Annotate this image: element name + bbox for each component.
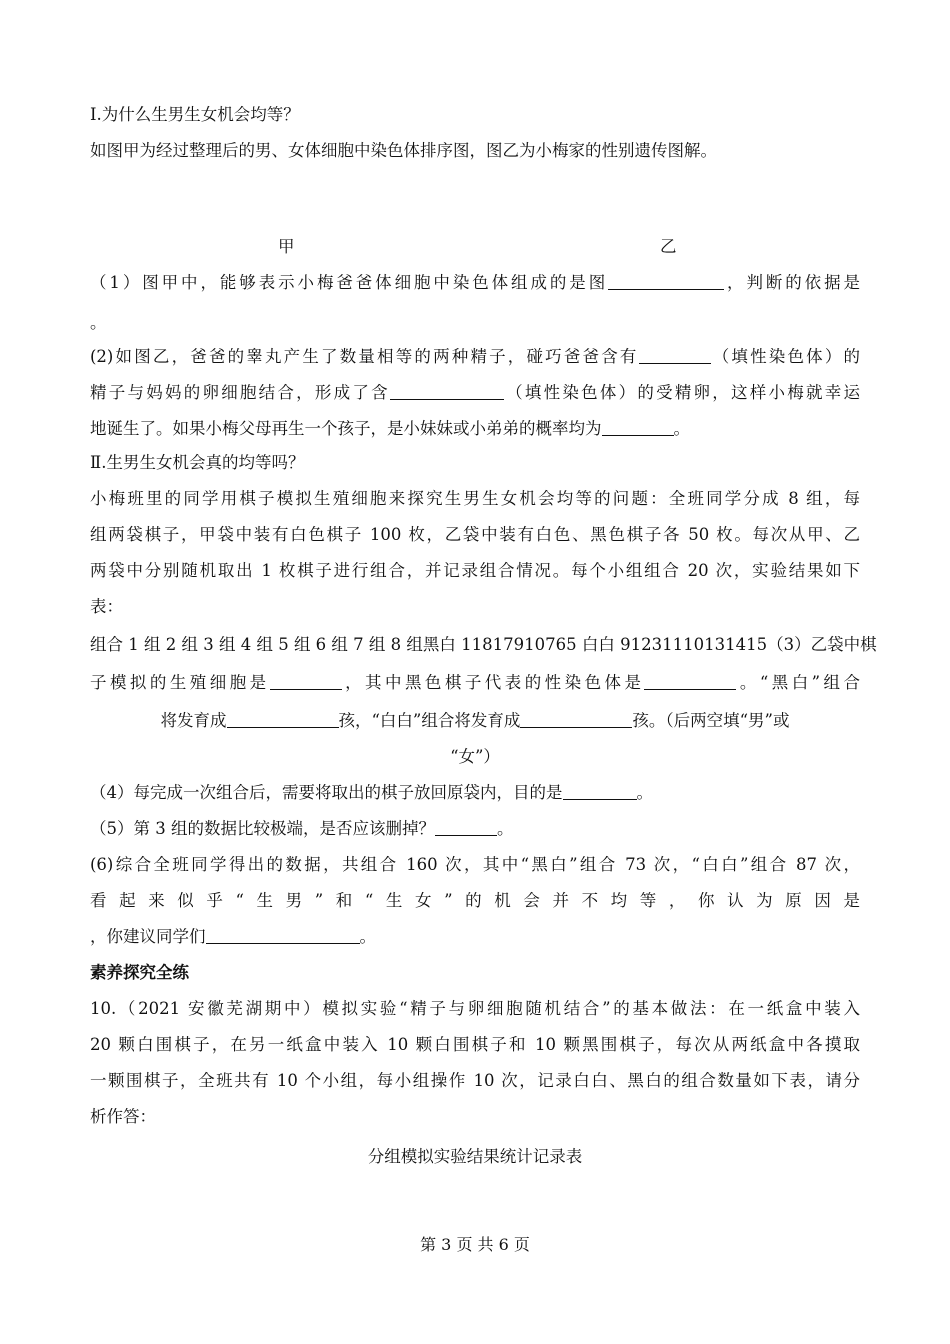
question-10-line-3: 一颗围棋子，全班共有 10 个小组，每小组操作 10 次，记录白白、黑白的组合数量如下表，请分 <box>90 1071 860 1090</box>
part1-intro: 如图甲为经过整理后的男、女体细胞中染色体排序图，图乙为小梅家的性别遗传图解。 <box>90 141 717 160</box>
q6-text-d: 。 <box>359 927 376 946</box>
question-10-line-4: 析作答： <box>90 1107 156 1126</box>
q4-text-b: 。 <box>636 783 653 802</box>
q1-text-a: （1）图甲中，能够表示小梅爸爸体细胞中染色体组成的是图 <box>90 273 609 292</box>
q5-blank[interactable] <box>435 818 497 836</box>
table-title: 分组模拟实验结果统计记录表 <box>367 1147 583 1166</box>
part2-heading: Ⅱ.生男生女机会真的均等吗？ <box>90 453 305 472</box>
part2-para-4: 表： <box>90 597 123 616</box>
question-2-line-1 <box>90 340 860 374</box>
q3-blank-2[interactable] <box>644 672 736 690</box>
question-10-line-2: 20 颗白围棋子，在另一纸盒中装入 10 颗白围棋子和 10 颗黑围棋子，每次从两纸盒中各摸取 <box>90 1035 860 1054</box>
q3-blank-1[interactable] <box>270 672 342 690</box>
q1-end: 。 <box>90 313 107 332</box>
q2-text-a: (2)如图乙，爸爸的睾丸产生了数量相等的两种精子，碰巧爸爸含有 <box>90 347 639 366</box>
figure-label-jia: 甲 <box>278 237 295 256</box>
question-5 <box>90 812 860 846</box>
q4-text-a: （4）每完成一次组合后，需要将取出的棋子放回原袋内，目的是 <box>90 783 563 802</box>
part1-heading: I.为什么生男生女机会均等？ <box>90 105 300 124</box>
q2-blank-3[interactable] <box>602 418 674 436</box>
q3-text-a: 子模拟的生殖细胞是 <box>90 673 270 692</box>
q2-blank-2[interactable] <box>390 382 504 400</box>
q4-blank[interactable] <box>563 782 637 800</box>
part2-para-1: 小梅班里的同学用棋子模拟生殖细胞来探究生男生女机会均等的问题：全班同学分成 8 组，每 <box>90 489 860 508</box>
question-4 <box>90 776 860 810</box>
q2-text-f: 。 <box>673 419 690 438</box>
question-2-line-2 <box>90 376 860 410</box>
question-3-line-2 <box>90 704 860 738</box>
q1-text-b: ，判断的依据是 <box>724 273 861 292</box>
q3-text-f: 孩。（后两空填“男”或 <box>632 711 790 730</box>
q3-text-b: ，其中黑色棋子代表的性染色体是 <box>341 673 645 692</box>
q2-text-d: （填性染色体）的受精卵，这样小梅就幸运 <box>503 383 861 402</box>
question-10-line-1: 10.（2021 安徽芜湖期中）模拟实验“精子与卵细胞随机结合”的基本做法：在一纸盒中装入 <box>90 999 860 1018</box>
question-6-line-1: (6)综合全班同学得出的数据，共组合 160 次，其中“黑白”组合 73 次，“白白”组合 87 次， <box>90 855 860 874</box>
part2-para-2: 组两袋棋子，甲袋中装有白色棋子 100 枚，乙袋中装有白色、黑色棋子各 50 枚。每次从甲、乙 <box>90 525 860 544</box>
q2-text-e: 地诞生了。如果小梅父母再生一个孩子，是小妹妹或小弟弟的概率均为 <box>90 419 602 438</box>
q5-text-b: 。 <box>497 819 514 838</box>
question-6-line-3 <box>90 920 860 954</box>
section-title: 素养探究全练 <box>90 963 189 982</box>
q2-text-b: （填性染色体）的 <box>710 347 861 366</box>
figure-label-yi: 乙 <box>660 237 677 256</box>
question-2-line-3 <box>90 412 860 446</box>
table-flattened-line: 组合 1 组 2 组 3 组 4 组 5 组 6 组 7 组 8 组黑白 11817910765 白白 91231110131415（3）乙袋中棋 <box>90 635 877 654</box>
question-3-line-1 <box>90 666 860 700</box>
q6-text-c: ，你建议同学们 <box>90 927 206 946</box>
q3-blank-4[interactable] <box>520 710 632 728</box>
q3-blank-3[interactable] <box>227 710 339 728</box>
q3-text-d: 将发育成 <box>160 711 227 730</box>
q3-text-c: 。“黑白”组合 <box>736 673 861 692</box>
page-footer: 第 3 页 共 6 页 <box>420 1235 530 1254</box>
question-1 <box>90 266 860 300</box>
part2-para-3: 两袋中分别随机取出 1 枚棋子进行组合，并记录组合情况。每个小组组合 20 次，实验结果如下 <box>90 561 860 580</box>
question-6-line-2: 看起来似乎“生男”和“生女”的机会并不均等，你认为原因是 <box>90 891 860 910</box>
q2-blank-1[interactable] <box>639 346 711 364</box>
q6-blank[interactable] <box>206 926 360 944</box>
q1-blank-1[interactable] <box>608 272 724 290</box>
q5-text-a: （5）第 3 组的数据比较极端，是否应该删掉？ <box>90 819 435 838</box>
q3-text-g: “女”） <box>450 747 500 766</box>
q2-text-c: 精子与妈妈的卵细胞结合，形成了含 <box>90 383 390 402</box>
q3-text-e: 孩，“白白”组合将发育成 <box>338 711 521 730</box>
